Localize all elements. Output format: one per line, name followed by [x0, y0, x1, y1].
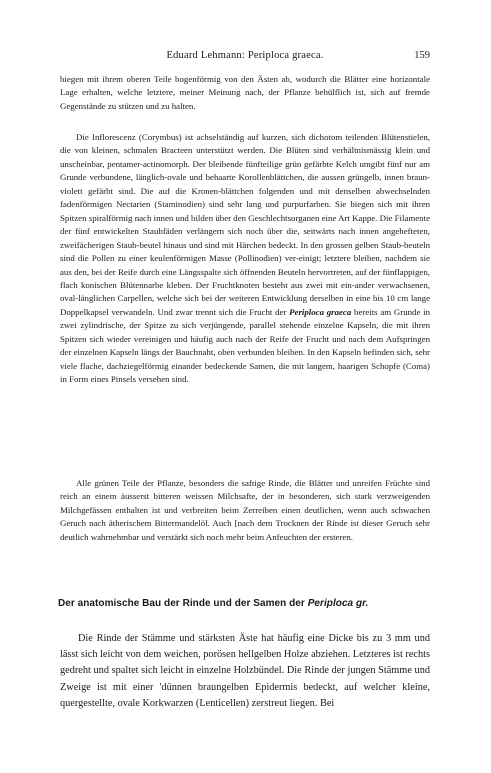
paragraph-text: Die Inflorescenz (Corymbus) ist achselständig auf kurzen, sich dichotom teilenden Blütenstielen, die von kleinen, schmalen Bracteen unterstützt werden. Die Blüten sind verhältnismässig klein und unscheinbar, pentamer-actinomorph. Der bleibende fünfteilige grün gefärbte Kelch umgibt fünf nur am Grunde verbundene, länglich-ovale und behaarte Korollenblättchen, die aussen grüngelb, innen braun-violett gefärbt sind. Die auf die Kronen-blättchen folgenden und mit denselben abwechselnden fadenförmigen Nectarien (Staminodien) sind sehr lang und purpurfarben. Sie biegen sich mit ihren Spitzen spiralförmig nach innen und bilden über den Geschlechtsorganen eine Art Kappe. Die Filamente der fünf entwickelten Staubfäden verlängern sich noch über die, seitwärts nach innen angehefteten, zweifächerigen Staub-beutel hinaus und sind mit Härchen bedeckt. In den grossen gelben Staub-beuteln sind die Pollen zu einer keulenförmigen Masse (Pollinodien) ver-einigt; letztere bleiben, nachdem sie aus den, bei der Reife durch eine Längsspalte sich öffnenden Beuteln hervortreten, auf der fünflappigen, flach konischen Blütennarbe kleben. Der Fruchtknoten besteht aus zwei mit ein-ander verwachsenen, oval-länglichen Carpellen, welche sich bei der weiteren Entwicklung derselben in eine bis 10 cm lange Doppelkapsel verwandeln. Und zwar trennt sich die Frucht der [60, 132, 430, 317]
paragraph-inflorescence [60, 131, 430, 387]
section-heading [58, 597, 436, 610]
paragraph-milky-sap: Alle grünen Teile der Pflanze, besonders die saftige Rinde, die Blätter und unreifen Früchte sind reich an einem äusserst bitteren weissen Milchsafte, der in besonderen, sich stark verzweigenden Milchgefässen enthalten ist und verbreiten beim Zerreiben einen deutlichen, wenn auch schwachen Geruch nach ätherischem Bittermandelöl. Auch [nach dem Trocknen der Rinde ist dieser Geruch sehr deutlich wahrnehmbar und verstärkt sich noch mehr beim Anfeuchten der ersteren. [60, 478, 430, 542]
running-title: Eduard Lehmann: Periploca graeca. [166, 50, 324, 61]
running-header [60, 49, 430, 62]
species-name: Periploca graeca [289, 306, 352, 317]
paragraph-bark: Die Rinde der Stämme und stärksten Äste hat häufig eine Dicke bis zu 3 mm und lässt sich leicht von dem weichen, porösen hellgelben Holze abziehen. Letzteres ist rechts gedreht und spaltet sich leicht in einzelne Holzbündel. Die Rinde der jungen Stämme und Zweige ist mit einer 'dünnen braungelben Epidermis bedeckt, auf welcher kleine, quergestellte, ovale Korkwarzen (Lenticellen) zerstreut liegen. Bei [60, 633, 430, 709]
paragraph-text: bereits am Grunde in zwei zylindrische, der Spitze zu sich verjüngende, parallel stehende einzelne Kapseln, die mit ihren Spitzen sich wieder vereinigen und häufig auch nach der Reife der Frucht und nach dem Aufspringen der einzelnen Kapseln längs der Bauchnaht, oben verbunden bleiben. In den Kapseln befinden sich, sehr viele flache, dachziegelförmig einander bedeckende Samen, die mit langem, haarigen Schopfe (Coma) in Form eines Pinsels versehen sind. [60, 306, 430, 385]
page-number: 159 [414, 50, 430, 61]
heading-text: Der anatomische Bau der Rinde und der Samen der [58, 598, 305, 609]
paragraph-leaf-position: biegen mit ihrem oberen Teile bogenförmig von den Ästen ab, wodurch die Blätter eine horizontale Lage erhalten, welche letztere, meiner Meinung nach, der Pflanze behülflich ist, sich auf fremde Gegenstände zu stützen und zu halten. [60, 74, 430, 111]
heading-species: Periploca gr. [307, 598, 369, 609]
